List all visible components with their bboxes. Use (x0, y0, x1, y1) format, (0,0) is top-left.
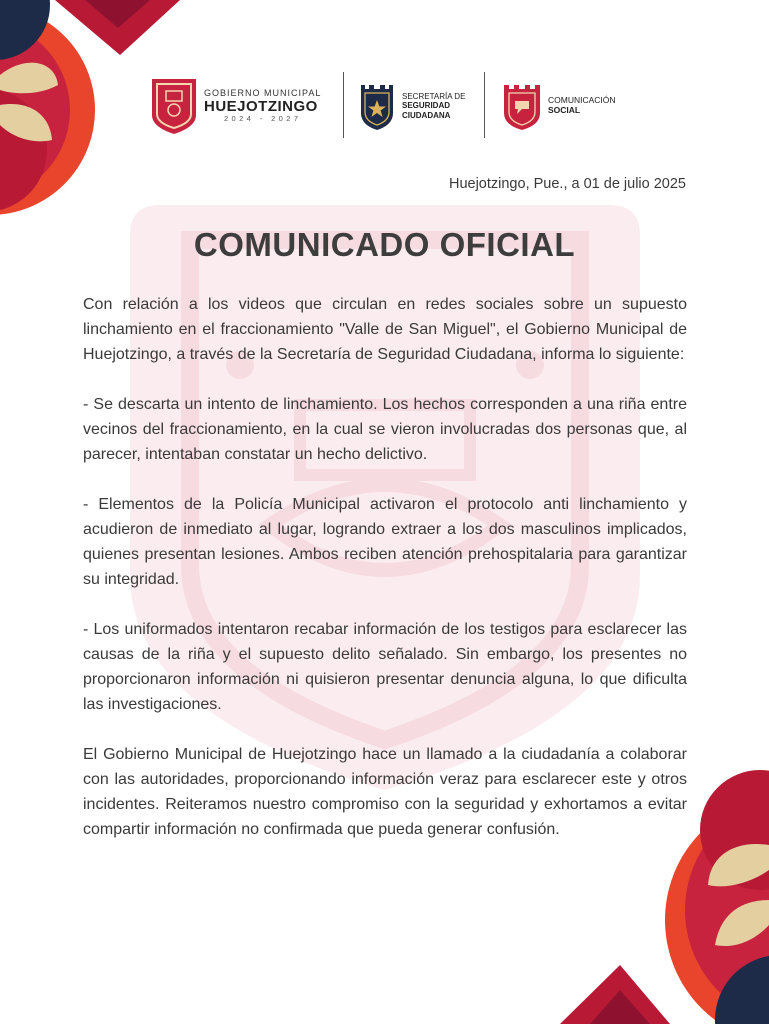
security-line-1: SECRETARÍA DE (402, 92, 466, 102)
body-paragraph: - Los uniformados intentaron recabar información de los testigos para esclarecer las causas de la riña y el supuesto delito señalado. Sin embargo, los presentes no proporcionaron información ni quisieron presentar denuncia alguna, lo que dificulta las investigaciones. (83, 621, 687, 713)
document-date: Huejotzingo, Pue., a 01 de julio 2025 (448, 176, 686, 192)
divider (484, 72, 485, 138)
municipal-shield-icon (150, 77, 198, 135)
document-body (83, 292, 687, 867)
communication-logo (502, 70, 616, 142)
body-paragraph: - Se descarta un intento de linchamiento. Los hechos corresponden a una riña entre vecinos del fraccionamiento, en la cual se vieron involucradas dos personas que, al parecer, intentaban constatar un hecho delictivo. (83, 396, 687, 463)
municipal-years: 2024 - 2027 (223, 113, 302, 123)
security-line-3: CIUDADANA (402, 110, 451, 120)
municipal-name: HUEJOTZINGO (204, 97, 318, 115)
page-title: COMUNICADO OFICIAL (193, 226, 576, 263)
header-logos (150, 70, 630, 142)
communication-line-1: COMUNICACIÓN (548, 95, 616, 106)
body-paragraph: - Elementos de la Policía Municipal activaron el protocolo anti linchamiento y acudieron de inmediato al lugar, logrando extraer a los dos masculinos implicados, quienes presentan lesiones. Ambos reciben atención prehospitalaria para garantizar su integridad. (83, 496, 687, 588)
communication-shield-icon (502, 81, 542, 131)
communication-line-2: SOCIAL (548, 105, 581, 115)
security-badge-icon (358, 81, 396, 131)
municipal-top-label: GOBIERNO MUNICIPAL (204, 88, 322, 99)
municipal-logo (150, 70, 321, 142)
security-line-2: SEGURIDAD (402, 101, 451, 111)
body-paragraph: Con relación a los videos que circulan en redes sociales sobre un supuesto linchamiento en el fraccionamiento "Valle de San Miguel", el Gobierno Municipal de Huejotzingo, a través de la Secretaría de Seguridad Ciudadana, informa lo siguiente: (83, 296, 687, 363)
body-paragraph: El Gobierno Municipal de Huejotzingo hace un llamado a la ciudadanía a colaborar con las autoridades, proporcionando información veraz para esclarecer este y otros incidentes. Reiteramos nuestro compromiso con la seguridad y exhortamos a evitar compartir información no confirmada que pueda generar confusión. (83, 746, 687, 838)
divider (343, 72, 344, 138)
security-logo (358, 70, 465, 142)
